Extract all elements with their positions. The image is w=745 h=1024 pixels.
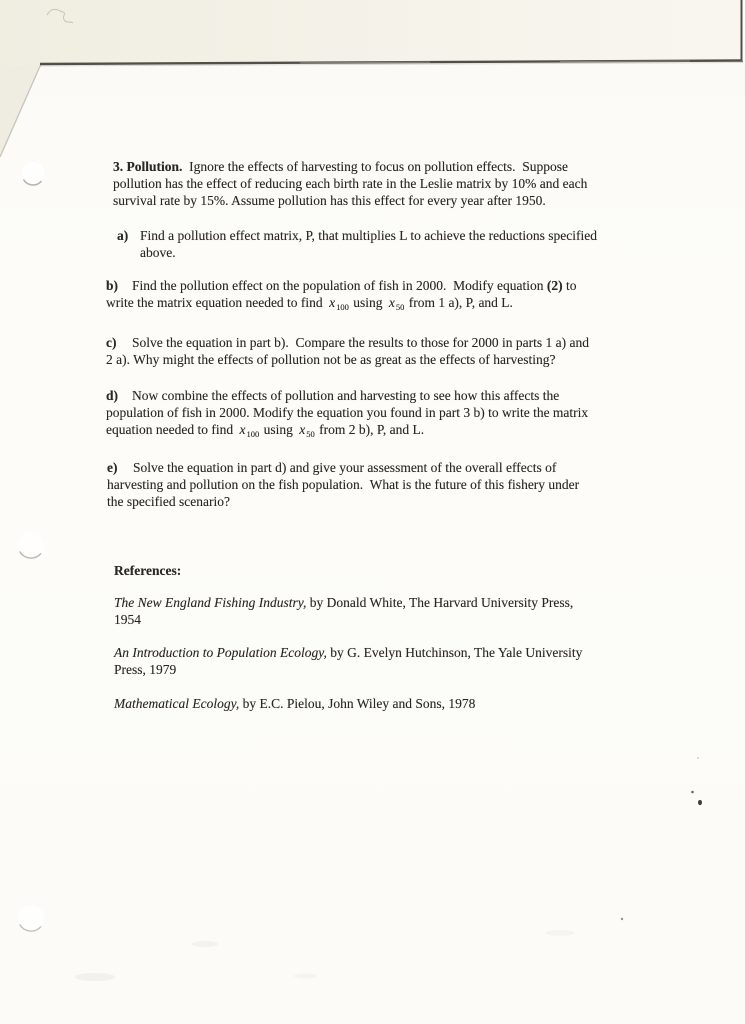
text-line (113, 175, 587, 192)
item-c (106, 334, 589, 368)
item-label: e) (107, 460, 118, 475)
subscript: 50 (306, 429, 315, 440)
text-run: Now combine the effects of pollution and harvesting to see how this affects the (132, 388, 560, 403)
text-line (114, 644, 582, 661)
reference-title: Mathematical Ecology, (114, 696, 240, 711)
text-run: from 1 a), P, and L. (405, 295, 513, 311)
text-line (106, 351, 589, 368)
item-d (106, 387, 588, 444)
text-run: by E.C. Pielou, John Wiley and Sons, 1978 (239, 696, 476, 711)
math-x: x (299, 422, 306, 438)
item-label: a) (117, 228, 129, 243)
text-line (114, 562, 181, 579)
text-run: equation needed to find (106, 422, 237, 438)
problem-heading: 3. Pollution. (113, 159, 183, 174)
item-label: b) (106, 278, 119, 293)
text-line (107, 493, 579, 510)
text-run: above. (140, 245, 176, 261)
heading-text: References: (114, 563, 182, 578)
text-run: Ignore the effects of harvesting to focus on pollution effects. Suppose (182, 159, 569, 174)
text-run: from 2 b), P, and L. (315, 422, 425, 438)
text-line (106, 294, 576, 316)
text-line (106, 387, 588, 404)
text-line (114, 661, 582, 678)
text-line (107, 476, 579, 493)
math-x: x (388, 295, 395, 311)
text-run: using (349, 295, 386, 311)
subscript: 100 (336, 302, 349, 313)
text-run: Find the pollution effect on the population of fish in 2000. Modify equation (132, 278, 547, 293)
text-line (107, 459, 579, 476)
text-run: by Donald White, The Harvard University Press, (306, 595, 574, 610)
text-run: survival rate by 15%. Assume pollution has this effect for every year after 1950. (113, 193, 546, 209)
text-line (117, 244, 597, 261)
text-run: 1954 (114, 612, 141, 628)
text-run: Press, 1979 (114, 662, 177, 678)
text-line (106, 404, 588, 421)
math-x: x (239, 422, 246, 438)
text-run-bold: (2) (546, 278, 563, 293)
text-run: Find a pollution effect matrix, P, that multiplies L to achieve the reductions specified (140, 228, 598, 243)
reference-title: The New England Fishing Industry, (114, 595, 307, 610)
reference-title: An Introduction to Population Ecology, (114, 645, 327, 660)
text-line (114, 594, 573, 611)
text-run: the specified scenario? (107, 494, 230, 510)
text-run: Solve the equation in part d) and give your assessment of the overall effects of (133, 460, 557, 475)
problem-statement (113, 158, 587, 210)
item-e (107, 459, 579, 511)
text-line (106, 334, 589, 351)
subscript: 50 (395, 302, 405, 313)
item-label: d) (106, 388, 119, 403)
text-run: write the matrix equation needed to find (106, 295, 327, 311)
text-run: pollution has the effect of reducing each birth rate in the Leslie matrix by 10% and each (113, 176, 588, 192)
references-heading (114, 562, 181, 579)
text-line (106, 277, 576, 294)
text-line (114, 611, 573, 628)
text-line (117, 227, 597, 244)
text-line (113, 158, 587, 175)
math-x: x (329, 295, 336, 311)
text-line (114, 695, 475, 712)
reference-item (114, 644, 582, 678)
text-run: Solve the equation in part b). Compare the results to those for 2000 in parts 1 a) and (132, 335, 590, 350)
reference-item (114, 695, 475, 712)
subscript: 100 (246, 429, 260, 440)
item-label: c) (106, 335, 117, 350)
text-line (113, 192, 587, 209)
text-run: using (260, 422, 297, 438)
text-line (106, 421, 588, 443)
item-b (106, 277, 576, 316)
text-run: 2 a). Why might the effects of pollution not be as great as the effects of harvesting? (106, 352, 556, 368)
text-run: to (562, 278, 577, 293)
item-a (117, 227, 597, 261)
text-run: population of fish in 2000. Modify the equation you found in part 3 b) to write the matrix (106, 405, 589, 421)
reference-item (114, 594, 573, 628)
text-run: harvesting and pollution on the fish population. What is the future of this fishery under (107, 477, 580, 493)
text-run: by G. Evelyn Hutchinson, The Yale University (326, 645, 583, 660)
